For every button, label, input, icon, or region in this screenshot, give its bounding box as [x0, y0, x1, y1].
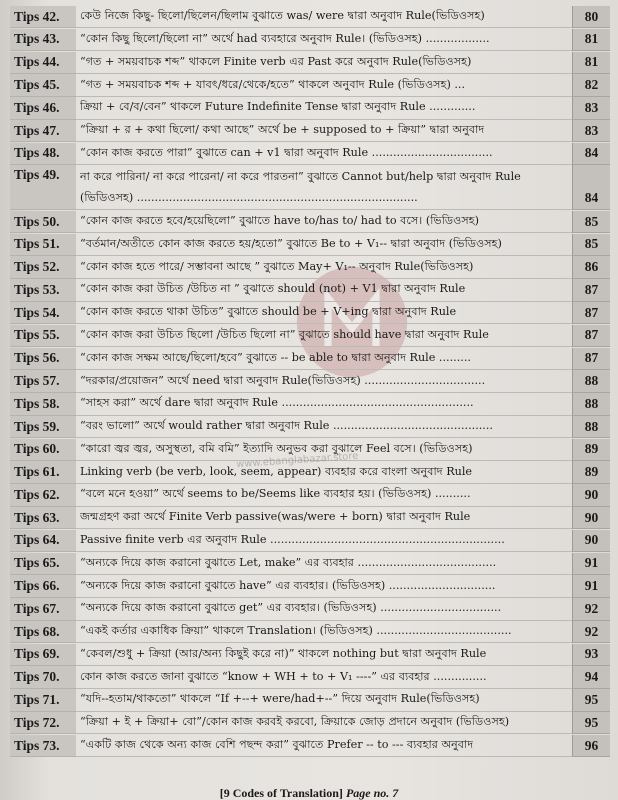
tip-description	[76, 325, 572, 347]
tip-description	[76, 507, 572, 529]
tip-number: Tips 46.	[10, 97, 76, 119]
tip-description-text: কোন কাজ করতে জানা বুঝাতে “know + WH + to + V₁ ----” এর ব্যবহার ...............	[80, 669, 487, 683]
tip-description	[76, 553, 572, 575]
toc-row	[10, 97, 610, 119]
site-watermark: www.ebanglabazar.store	[235, 450, 359, 471]
toc-row	[10, 598, 610, 620]
tip-number: Tips 66.	[10, 575, 76, 597]
tip-description-text: “কোন কাজ হতে পারে/ সম্ভাবনা আছে ” বুঝাতে May+ V₁-- অনুবাদ Rule(ভিডিওসহ)	[80, 259, 474, 273]
tip-description-text: “গত + সময়বাচক শব্দ + যাবৎ/ধরে/থেকে/হতে” থাকলে অনুবাদ Rule (ভিডিওসহ) ...	[80, 77, 466, 91]
tip-number: Tips 72.	[10, 712, 76, 734]
tip-number: Tips 45.	[10, 74, 76, 96]
tip-description	[76, 120, 572, 142]
toc-row	[10, 52, 610, 74]
page-footer	[0, 786, 618, 800]
tip-number: Tips 57.	[10, 370, 76, 392]
page-ref: 89	[572, 439, 610, 461]
tip-description	[76, 712, 572, 734]
tip-number: Tips 59.	[10, 416, 76, 438]
tip-description-text: “দরকার/প্রয়োজন” অর্থে need দ্বারা অনুবাদ Rule(ভিডিওসহ) ..................................	[80, 373, 486, 387]
tip-description	[76, 416, 572, 438]
page-ref: 87	[572, 348, 610, 370]
toc-row	[10, 416, 610, 438]
page-ref: 90	[572, 507, 610, 529]
tip-description-text: “কোন কাজ করতে পারা” বুঝাতে can + v1 দ্বারা অনুবাদ Rule ..................................	[80, 145, 493, 159]
tip-number: Tips 65.	[10, 553, 76, 575]
toc-row	[10, 644, 610, 666]
page-ref: 90	[572, 484, 610, 506]
page-label: Page no.	[345, 786, 390, 800]
toc-row	[10, 279, 610, 301]
tip-number: Tips 44.	[10, 52, 76, 74]
page-ref: 82	[572, 74, 610, 96]
tip-number: Tips 54.	[10, 302, 76, 324]
page-ref: 90	[572, 530, 610, 552]
tip-description-text: “কোন কাজ করতে থাকা উচিত” বুঝাতে should be + V+ing দ্বারা অনুবাদ Rule	[80, 305, 457, 319]
tip-description-text: “কোন কাজ করতে হবে/হয়েছিলো” বুঝাতে have to/has to/ had to বসে। (ভিডিওসহ)	[80, 214, 480, 228]
page-ref: 89	[572, 461, 610, 483]
tip-description-text: “অন্যকে দিয়ে কাজ করানো বুঝাতে get” এর ব্যবহার। (ভিডিওসহ) ..................................	[80, 601, 502, 615]
tip-description	[76, 143, 572, 165]
tip-description-text: “ক্রিয়া + ই + ক্রিয়া+ বো”/কোন কাজ করবই করবো, ক্রিয়াকে জোড় প্রদানে অনুবাদ (ভিডিওসহ)	[80, 715, 510, 729]
toc-row	[10, 29, 610, 51]
page-ref: 85	[572, 211, 610, 233]
tip-description-text: “কোন কাজ করা উচিত /উচিত না ” বুঝাতে should (not) + V1 দ্বারা অনুবাদ Rule	[80, 282, 466, 296]
tip-description	[76, 256, 572, 278]
toc-row	[10, 211, 610, 233]
page-ref: 81	[572, 29, 610, 51]
tip-description-text: “কেবল/শুধু + ক্রিয়া (আর/অন্য কিছুই করে না)” থাকলে nothing but দ্বারা অনুবাদ Rule	[80, 646, 487, 660]
tip-number: Tips 50.	[10, 211, 76, 233]
toc-row	[10, 6, 610, 28]
tip-number: Tips 43.	[10, 29, 76, 51]
page-ref: 87	[572, 302, 610, 324]
toc-row	[10, 370, 610, 392]
tip-description	[76, 74, 572, 96]
toc-row	[10, 553, 610, 575]
tip-number: Tips 55.	[10, 325, 76, 347]
tip-description-text: “কোন কাজ সক্ষম আছে/ছিলো/হবে” বুঝাতে -- be able to দ্বারা অনুবাদ Rule .........	[80, 350, 471, 364]
toc-row	[10, 143, 610, 165]
tip-number: Tips 69.	[10, 644, 76, 666]
tip-number: Tips 58.	[10, 393, 76, 415]
page-ref: 84	[572, 143, 610, 165]
toc-row	[10, 507, 610, 529]
page-ref: 80	[572, 6, 610, 28]
tip-description-text: “অন্যকে দিয়ে কাজ করানো বুঝাতে Let, make” এর ব্যবহার .......................................	[80, 555, 497, 569]
tip-description	[76, 689, 572, 711]
page-ref: 88	[572, 416, 610, 438]
tip-description	[76, 644, 572, 666]
page-ref: 84	[572, 165, 610, 210]
page-ref: 95	[572, 712, 610, 734]
page-ref: 83	[572, 97, 610, 119]
tip-number: Tips 63.	[10, 507, 76, 529]
page-ref: 91	[572, 553, 610, 575]
tip-number: Tips 73.	[10, 735, 76, 757]
tip-description-text: কেউ নিজে কিছু- ছিলো/ছিলেন/ছিলাম বুঝাতে was/ were দ্বারা অনুবাদ Rule(ভিডিওসহ)	[80, 9, 485, 23]
tip-description	[76, 348, 572, 370]
toc-row	[10, 484, 610, 506]
tip-description-text: “গত + সময়বাচক শব্দ” থাকলে Finite verb এর Past করে অনুবাদ Rule(ভিডিওসহ)	[80, 54, 472, 68]
tip-description-text: “কোন কিছু ছিলো/ছিলো না” অর্থে had ব্যবহারে অনুবাদ Rule। (ভিডিওসহ) ..................	[80, 31, 490, 45]
tip-number: Tips 68.	[10, 621, 76, 643]
tip-description	[76, 484, 572, 506]
toc-row	[10, 530, 610, 552]
tip-description-text: ক্রিয়া + বে/ব/বেন” থাকলে Future Indefinite Tense দ্বারা অনুবাদ Rule .............	[80, 100, 476, 114]
tip-description-text: “বলে মনে হওয়া” অর্থে seems to be/Seems like ব্যবহার হয়। (ভিডিওসহ) ..........	[80, 487, 471, 501]
page-ref: 81	[572, 52, 610, 74]
page-ref: 88	[572, 393, 610, 415]
toc-row	[10, 689, 610, 711]
tip-number: Tips 42.	[10, 6, 76, 28]
tip-description-text: “যদি--হতাম/থাকতো” থাকলে “If +--+ were/had+--” দিয়ে অনুবাদ Rule(ভিডিওসহ)	[80, 692, 480, 706]
page-ref: 88	[572, 370, 610, 392]
tip-description	[76, 211, 572, 233]
tip-description-text: “ক্রিয়া + র + কথা ছিলো/ কথা আছে” অর্থে be + supposed to + ক্রিয়া” দ্বারা অনুবাদ	[80, 123, 485, 137]
tip-number: Tips 53.	[10, 279, 76, 301]
tip-number: Tips 47.	[10, 120, 76, 142]
page-ref: 94	[572, 666, 610, 688]
tip-number: Tips 70.	[10, 666, 76, 688]
tip-description	[76, 29, 572, 51]
page-ref: 87	[572, 279, 610, 301]
tip-description	[76, 165, 572, 210]
tip-number: Tips 71.	[10, 689, 76, 711]
tip-number: Tips 61.	[10, 461, 76, 483]
tip-description-text: “বর্তমান/অতীতে কোন কাজ করতে হয়/হতো” বুঝাতে Be to + V₁-- দ্বারা অনুবাদ (ভিডিওসহ)	[80, 236, 502, 250]
page-ref: 95	[572, 689, 610, 711]
page-ref: 83	[572, 120, 610, 142]
tip-description	[76, 530, 572, 552]
tip-number: Tips 67.	[10, 598, 76, 620]
tip-number: Tips 49.	[10, 165, 76, 210]
page-ref: 92	[572, 598, 610, 620]
toc-row	[10, 735, 610, 757]
tip-description	[76, 461, 572, 483]
toc-row	[10, 165, 610, 210]
tip-description	[76, 666, 572, 688]
toc-row	[10, 74, 610, 96]
tip-description	[76, 234, 572, 256]
toc-row	[10, 302, 610, 324]
toc-row	[10, 621, 610, 643]
tip-number: Tips 52.	[10, 256, 76, 278]
tip-description-text: না করে পারিনা/ না করে পারেনা/ না করে পারতনা” বুঝাতে Cannot but/help দ্বারা অনুবাদ Rule (ভিডিওসহ) ...............................................................................	[80, 170, 521, 205]
tip-description-text: “একটি কাজ থেকে অন্য কাজ বেশি পছন্দ করা” বুঝাতে Prefer -- to --- ব্যবহার অনুবাদ	[80, 738, 474, 752]
page-number: 7	[392, 786, 399, 800]
tip-description-text: জন্মগ্রহণ করা অর্থে Finite Verb passive(was/were + born) দ্বারা অনুবাদ Rule	[80, 510, 471, 524]
tip-description-text: “অন্যকে দিয়ে কাজ করানো বুঝাতে have” এর ব্যবহার। (ভিডিওসহ) ..............................	[80, 578, 496, 592]
page-ref: 93	[572, 644, 610, 666]
page-ref: 91	[572, 575, 610, 597]
tip-number: Tips 51.	[10, 234, 76, 256]
toc-row	[10, 666, 610, 688]
tip-number: Tips 64.	[10, 530, 76, 552]
tip-description-text: Passive finite verb এর অনুবাদ Rule ..................................................................	[80, 532, 505, 546]
tip-description-text: “বরং ভালো” অর্থে would rather দ্বারা অনুবাদ Rule .............................................	[80, 419, 493, 433]
tip-description	[76, 279, 572, 301]
page-ref: 96	[572, 735, 610, 757]
tip-description	[76, 52, 572, 74]
tip-number: Tips 60.	[10, 439, 76, 461]
toc-row	[10, 256, 610, 278]
tip-description	[76, 575, 572, 597]
tip-description-text: “কোন কাজ করা উচিত ছিলো /উচিত ছিলো না” বুঝাতে should have দ্বারা অনুবাদ Rule	[80, 327, 489, 341]
toc-row	[10, 234, 610, 256]
book-title: [9 Codes of Translation]	[219, 786, 343, 800]
page-ref: 87	[572, 325, 610, 347]
tip-description-text: “সাহস করা” অর্থে dare দ্বারা অনুবাদ Rule ......................................................	[80, 396, 474, 410]
tip-number: Tips 48.	[10, 143, 76, 165]
tip-description	[76, 370, 572, 392]
tip-description	[76, 393, 572, 415]
page-ref: 85	[572, 234, 610, 256]
tip-description-text: “একই কর্তার একাধিক ক্রিয়া” থাকলে Translation। (ভিডিওসহ) ......................................	[80, 624, 512, 638]
tip-description-text: “কারো জ্বর জ্বর, অসুস্থতা, বমি বমি” ইত্যাদি অনুভব করা বুঝালে Feel বসে। (ভিডিওসহ)	[80, 441, 473, 455]
toc-row	[10, 120, 610, 142]
tip-number: Tips 62.	[10, 484, 76, 506]
tip-description-text: Linking verb (be verb, look, seem, appear) ব্যবহার করে বাংলা অনুবাদ Rule	[80, 464, 473, 478]
toc-row	[10, 325, 610, 347]
toc-row	[10, 348, 610, 370]
tip-description	[76, 598, 572, 620]
page-ref: 92	[572, 621, 610, 643]
toc-row	[10, 712, 610, 734]
toc-row	[10, 575, 610, 597]
tip-description	[76, 735, 572, 757]
tip-number: Tips 56.	[10, 348, 76, 370]
tip-description	[76, 97, 572, 119]
tip-description	[76, 302, 572, 324]
tip-description	[76, 621, 572, 643]
page-ref: 86	[572, 256, 610, 278]
tip-description	[76, 6, 572, 28]
toc-row	[10, 393, 610, 415]
table-of-contents	[10, 6, 610, 758]
